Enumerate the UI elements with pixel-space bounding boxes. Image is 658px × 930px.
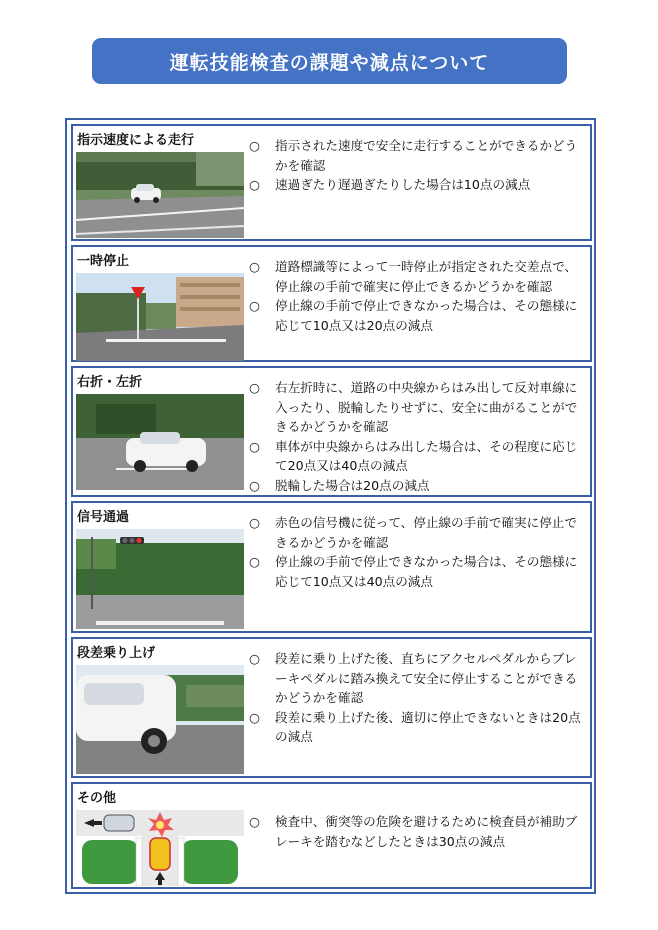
list-item: ○ 右左折時に、道路の中央線からはみ出して反対車線に入ったり、脱輪したりせずに、安全に曲がることができるかどうかを確認 [249, 380, 578, 435]
list-item: ○ 停止線の手前で停止できなかった場合は、その態様に応じて10点又は20点の減点 [249, 298, 578, 333]
section-heading: その他 [77, 791, 117, 806]
check-list [249, 378, 586, 496]
turning-photo [76, 394, 244, 490]
list-item: ○ 速過ぎたり遅過ぎたりした場合は10点の減点 [249, 177, 531, 193]
section-heading: 指示速度による走行 [77, 133, 195, 148]
section-heading: 段差乗り上げ [77, 646, 156, 661]
list-item: ○ 指示された速度で安全に走行することができるかどうかを確認 [249, 138, 578, 173]
section-speed-driving [71, 124, 592, 241]
list-item: ○ 車体が中央線からはみ出した場合は、その程度に応じて20点又は40点の減点 [249, 438, 578, 474]
section-other [71, 782, 592, 889]
check-list [249, 257, 586, 335]
section-temporary-stop [71, 245, 592, 362]
list-item: ○ 検査中、衝突等の危険を避けるために検査員が補助ブレーキを踏むなどしたときは30点の減点 [249, 814, 578, 849]
check-list [249, 136, 586, 195]
signal-passage-photo [76, 529, 244, 629]
list-item: ○ 段差に乗り上げた後、適切に停止できないときは20点の減点 [249, 709, 581, 745]
list-item: ○ 停止線の手前で停止できなかった場合は、その態様に応じて10点又は40点の減点 [249, 554, 578, 589]
check-list [249, 649, 586, 747]
section-heading: 信号通過 [77, 510, 130, 525]
temporary-stop-photo [76, 273, 244, 361]
step-climb-photo [76, 665, 244, 774]
list-item: ○ 赤色の信号機に従って、停止線の手前で確実に停止できるかどうかを確認 [249, 515, 577, 550]
collision-diagram [76, 810, 244, 886]
list-item: ○ 段差に乗り上げた後、直ちにアクセルペダルからブレーキペダルに踏み換えて安全に停止することができるかどうかを確認 [249, 651, 578, 706]
section-turning [71, 366, 592, 497]
list-item: ○ 脱輪した場合は20点の減点 [249, 477, 430, 493]
check-list [249, 513, 586, 591]
section-heading: 一時停止 [77, 254, 130, 269]
section-step-climb [71, 637, 592, 778]
check-list [249, 812, 586, 851]
section-heading: 右折・左折 [77, 375, 143, 390]
page-title: 運転技能検査の課題や減点について [92, 38, 567, 84]
section-signal-passage [71, 501, 592, 633]
speed-driving-photo [76, 152, 244, 238]
list-item: ○ 道路標識等によって一時停止が指定された交差点で、停止線の手前で確実に停止できるかどうかを確認 [249, 259, 577, 294]
